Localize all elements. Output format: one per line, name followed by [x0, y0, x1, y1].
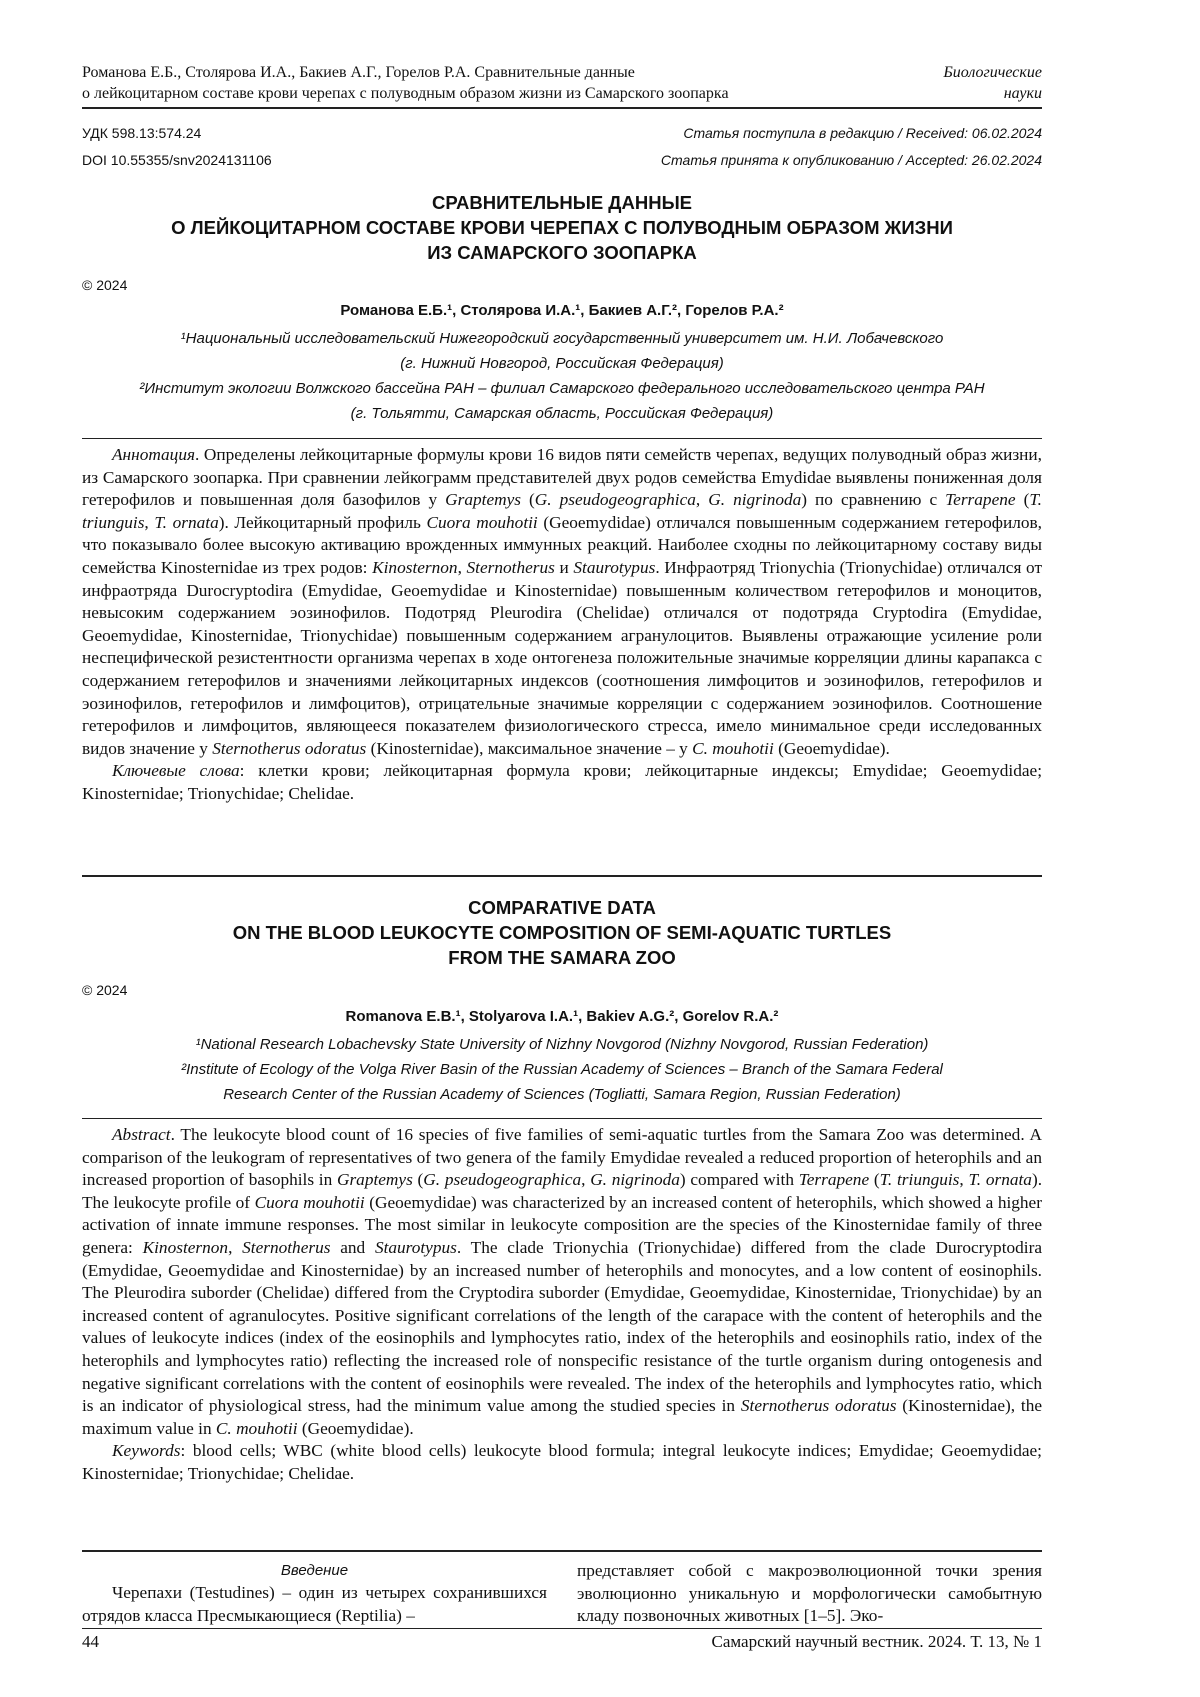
text-segment: ,	[458, 558, 467, 577]
italic-term: C. mouhotii	[216, 1419, 298, 1438]
en-title	[82, 895, 1042, 970]
text-segment: ) по сравнению с	[801, 490, 945, 509]
divider	[82, 1118, 1042, 1119]
italic-term: Terrapene	[799, 1170, 869, 1189]
italic-term: Graptemys	[445, 490, 521, 509]
italic-term: Staurotypus	[573, 558, 655, 577]
italic-term: Terrapene	[945, 490, 1015, 509]
italic-term: G. pseudogeographica	[535, 490, 696, 509]
ru-abstract-text	[82, 444, 1042, 760]
en-keywords	[82, 1440, 1042, 1485]
intro-right-text: представляет собой с макроэволюционной точки зрения эволюционно уникальную и морфологически самобытную кладу позвоночных животных [1–5]. Эко-	[577, 1560, 1042, 1628]
ru-title	[82, 190, 1042, 265]
text-segment: ). The leukocyte profile of	[82, 1170, 1042, 1212]
text-segment: и	[555, 558, 574, 577]
received-date: Статья поступила в редакцию / Received: 06.02.2024	[661, 120, 1042, 147]
italic-term: Keywords	[112, 1441, 180, 1460]
text-segment: (Kinosternidae), the maximum value in	[82, 1396, 1042, 1438]
ru-title-line: О ЛЕЙКОЦИТАРНОМ СОСТАВЕ КРОВИ ЧЕРЕПАХ С ПОЛУВОДНЫМ ОБРАЗОМ ЖИЗНИ	[82, 215, 1042, 240]
divider	[82, 875, 1042, 877]
text-segment: (	[521, 490, 535, 509]
italic-term: Sternotherus	[242, 1238, 330, 1257]
text-segment: ,	[144, 513, 154, 532]
section-label-line2: науки	[943, 83, 1042, 104]
italic-term: G. nigrinoda	[590, 1170, 680, 1189]
affiliation-line: (г. Нижний Новгород, Российская Федерация)	[82, 351, 1042, 376]
text-segment: ,	[959, 1170, 968, 1189]
en-affiliations	[82, 1032, 1042, 1107]
text-segment: : клетки крови; лейкоцитарная формула крови; лейкоцитарные индексы; Emydidae; Geoemydidae; Kinosternidae; Trionychidae; Chelidae.	[82, 761, 1042, 803]
italic-term: T. triunguis	[880, 1170, 960, 1189]
text-segment: . The clade Trionychia (Trionychidae) differed from the clade Durocryptodira (Emydidae, Geoemydidae and Kinosternidae) by an increased number of heterophils and monocytes, and a low content of eosinophils. The Pleurodira suborder (Chelidae) differed from the Cryptodira suborder (Emydidae, Geoemydidae, Kinosternidae, Trionychidae) by an increased content of agranulocytes. Positive significant correlations of the length of the carapace with the content of heterophils and the values of leukocyte indices (index of the eosinophils and lymphocytes ratio, index of the heterophils and eosinophils ratio, index of the heterophils and lymphocytes ratio) reflecting the increased role of nonspecific resistance of the turtle organism during ontogenesis and negative significant correlations with the content of eosinophils were revealed. The index of the heterophils and lymphocytes ratio, which is an indicator of physiological stress, had the minimum value among the studied species in	[82, 1238, 1042, 1415]
affiliation-line: ¹National Research Lobachevsky State University of Nizhny Novgorod (Nizhny Novgorod, Russian Federation)	[82, 1032, 1042, 1057]
accepted-date: Статья принята к опубликованию / Accepted: 26.02.2024	[661, 147, 1042, 174]
header-divider	[82, 107, 1042, 109]
page-number: 44	[82, 1632, 99, 1652]
doi[interactable]: DOI 10.55355/snv2024131106	[82, 147, 272, 174]
italic-term: C. mouhotii	[692, 739, 774, 758]
affiliation-line: ¹Национальный исследовательский Нижегородский государственный университет им. Н.И. Лобачевского	[82, 326, 1042, 351]
introduction	[82, 1560, 1042, 1628]
affiliation-line: ²Institute of Ecology of the Volga River Basin of the Russian Academy of Sciences – Branch of the Samara Federal	[82, 1057, 1042, 1082]
text-segment: : blood cells; WBC (white blood cells) leukocyte blood formula; integral leukocyte indices; Emydidae; Geoemydidae; Kinosternidae; Trionychidae; Chelidae.	[82, 1441, 1042, 1483]
footer-divider	[82, 1628, 1042, 1629]
italic-term: Sternotherus odoratus	[212, 739, 366, 758]
text-segment: . Инфраотряд Trionychia (Trionychidae) отличался от инфраотряда Durocryptodira (Emydidae, Geoemydidae и Kinosternidae) повышенным количеством гетерофилов и моноцитов, невысоким содержанием эозинофилов. Подотряд Pleurodira (Chelidae) отличался от подотряда Cryptodira (Emydidae, Geoemydidae, Kinosternidae, Trionychidae) повышенным содержанием агранулоцитов. Выявлены отражающие усиление роли неспецифической резистентности организма черепах в ходе онтогенеза положительные значимые корреляции длины карапакса с содержанием гетерофилов и значениями лейкоцитарных индексов (соотношения лимфоцитов и эозинофилов, гетерофилов и эозинофилов, гетерофилов и лимфоцитов), отрицательные значимые корреляции с содержанием эозинофилов. Соотношение гетерофилов и лимфоцитов, являющееся показателем физиологического стресса, имело минимальное среди исследованных видов значение у	[82, 558, 1042, 758]
ru-title-line: ИЗ САМАРСКОГО ЗООПАРКА	[82, 240, 1042, 265]
ru-copyright: © 2024	[82, 277, 127, 293]
ru-authors: Романова Е.Б.¹, Столярова И.А.¹, Бакиев А.Г.², Горелов Р.А.²	[82, 302, 1042, 319]
ru-title-line: СРАВНИТЕЛЬНЫЕ ДАННЫЕ	[82, 190, 1042, 215]
divider	[82, 438, 1042, 439]
ru-affiliations	[82, 326, 1042, 426]
affiliation-line: (г. Тольятти, Самарская область, Российская Федерация)	[82, 401, 1042, 426]
text-segment: ) compared with	[680, 1170, 799, 1189]
text-segment: (Geoemydidae) отличался повышенным содержанием гетерофилов, что показывало более высокую активацию врожденных иммунных реакций. Наиболее сходны по лейкоцитарному составу виды семейства Kinosternidae из трех родов:	[82, 513, 1042, 577]
italic-term: Kinosternon	[143, 1238, 228, 1257]
affiliation-line: Research Center of the Russian Academy of Sciences (Togliatti, Samara Region, Russian Federation)	[82, 1082, 1042, 1107]
text-segment: (Geoemydidae).	[298, 1419, 414, 1438]
italic-term: Kinosternon	[372, 558, 457, 577]
italic-term: G. pseudogeographica	[423, 1170, 581, 1189]
text-segment: (Geoemydidae).	[774, 739, 890, 758]
en-title-line: FROM THE SAMARA ZOO	[82, 945, 1042, 970]
italic-term: Staurotypus	[375, 1238, 457, 1257]
text-segment: ,	[696, 490, 708, 509]
intro-heading: Введение	[82, 1560, 547, 1582]
en-authors: Romanova E.B.¹, Stolyarova I.A.¹, Bakiev A.G.², Gorelov R.A.²	[82, 1008, 1042, 1025]
text-segment: (Geoemydidae) was characterized by an increased content of heterophils, which showed a higher activation of innate immune responses. The most similar in leukocyte composition are the species of the Kinosternidae family of three genera:	[82, 1193, 1042, 1257]
italic-term: Graptemys	[337, 1170, 413, 1189]
text-segment: ,	[581, 1170, 590, 1189]
italic-term: T. triunguis	[82, 490, 1042, 532]
text-segment: ,	[228, 1238, 242, 1257]
italic-term: G. nigrinoda	[708, 490, 801, 509]
en-abstract-text	[82, 1124, 1042, 1440]
divider	[82, 1550, 1042, 1552]
text-segment: (	[1016, 490, 1030, 509]
running-header-line1: Романова Е.Б., Столярова И.А., Бакиев А.Г., Горелов Р.А. Сравнительные данные	[82, 62, 729, 83]
udk-code: УДК 598.13:574.24	[82, 120, 272, 147]
en-abstract	[82, 1124, 1042, 1486]
italic-term: Cuora mouhotii	[426, 513, 537, 532]
italic-term: T. ornata	[968, 1170, 1031, 1189]
journal-citation: Самарский научный вестник. 2024. Т. 13, № 1	[712, 1632, 1043, 1652]
en-title-line: ON THE BLOOD LEUKOCYTE COMPOSITION OF SEMI-AQUATIC TURTLES	[82, 920, 1042, 945]
text-segment: . Определены лейкоцитарные формулы крови 16 видов пяти семейств черепах, ведущих полуводный образ жизни, из Самарского зоопарка. При сравнении лейкограмм представителей двух родов семейства Emydidae выявлены пониженная доля гетерофилов и повышенная доля базофилов у	[82, 445, 1042, 509]
section-label-line1: Биологические	[943, 62, 1042, 83]
en-copyright: © 2024	[82, 982, 127, 998]
text-segment: ). Лейкоцитарный профиль	[219, 513, 427, 532]
italic-term: Sternotherus	[467, 558, 555, 577]
en-title-line: COMPARATIVE DATA	[82, 895, 1042, 920]
italic-term: Cuora mouhotii	[255, 1193, 365, 1212]
text-segment: . The leukocyte blood count of 16 species of five families of semi-aquatic turtles from the Samara Zoo was determined. A comparison of the leukogram of representatives of two genera of the family Emydidae revealed a reduced proportion of heterophils and an increased proportion of basophils in	[82, 1125, 1042, 1189]
running-header-line2: о лейкоцитарном составе крови черепах с полуводным образом жизни из Самарского зоопарка	[82, 83, 729, 104]
text-segment: (Kinosternidae), максимальное значение – у	[366, 739, 692, 758]
ru-abstract	[82, 444, 1042, 806]
italic-term: Аннотация	[112, 445, 195, 464]
italic-term: T. ornata	[154, 513, 218, 532]
intro-left-text: Черепахи (Testudines) – один из четырех сохранившихся отрядов класса Пресмыкающиеся (Reptilia) –	[82, 1582, 547, 1627]
italic-term: Ключевые слова	[112, 761, 240, 780]
italic-term: Sternotherus odoratus	[741, 1396, 897, 1415]
text-segment: (	[413, 1170, 423, 1189]
ru-keywords	[82, 760, 1042, 805]
text-segment: (	[869, 1170, 879, 1189]
affiliation-line: ²Институт экологии Волжского бассейна РАН – филиал Самарского федерального исследовательского центра РАН	[82, 376, 1042, 401]
italic-term: Abstract	[112, 1125, 171, 1144]
text-segment: and	[330, 1238, 374, 1257]
